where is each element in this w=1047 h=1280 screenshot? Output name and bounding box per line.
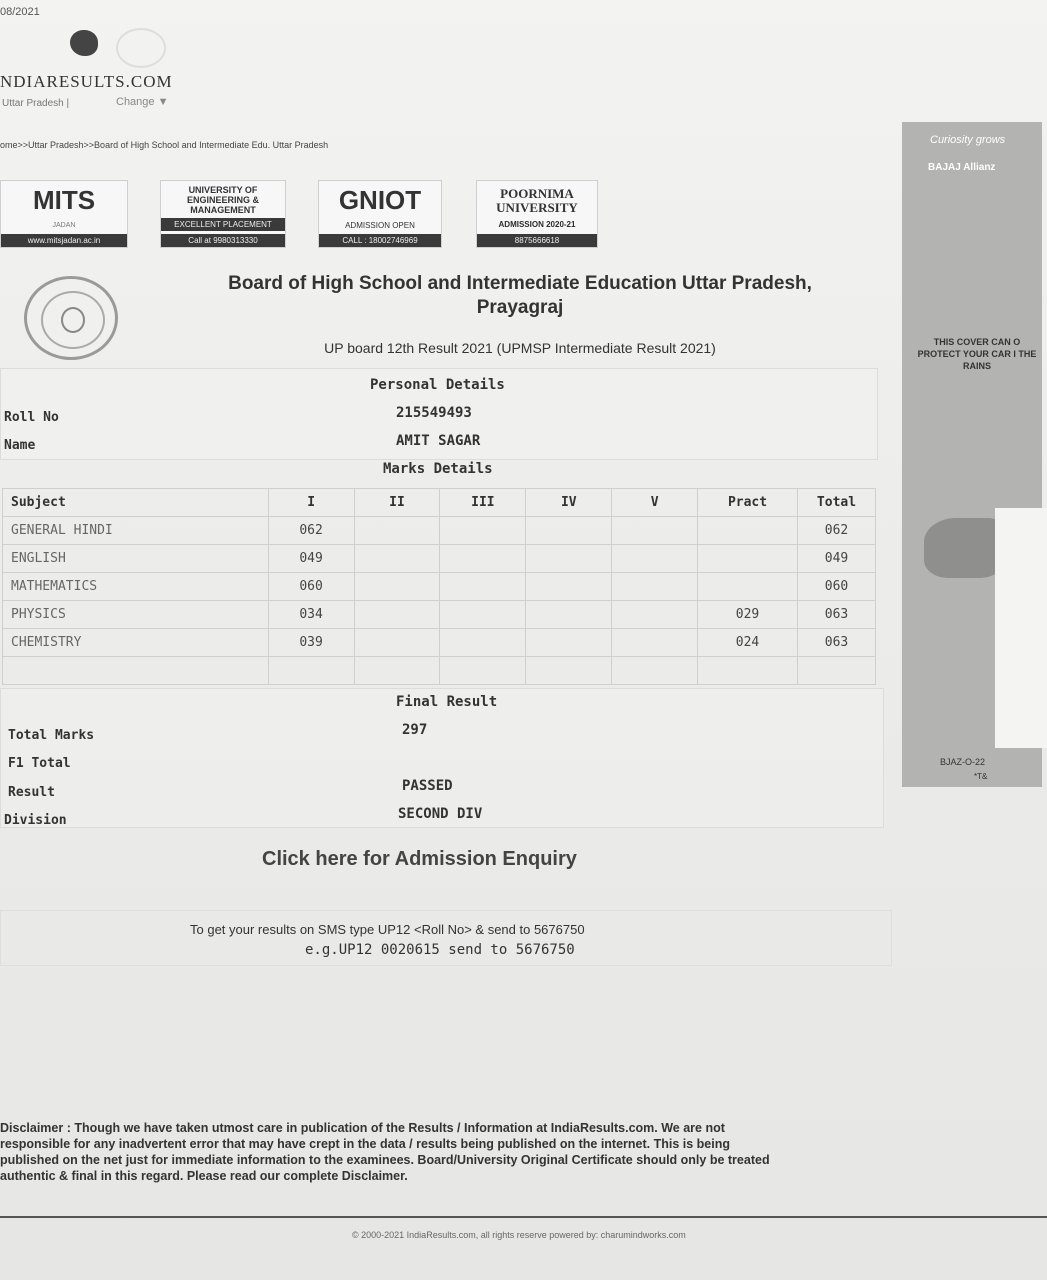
total-cell: 062 <box>797 517 875 545</box>
col-subject: Subject <box>3 489 269 517</box>
empty-cell <box>698 657 798 685</box>
side-ad-code: BJAZ-O-22 <box>940 757 986 767</box>
empty-cell <box>612 573 698 601</box>
total-marks-value: 297 <box>402 722 428 738</box>
pract-cell <box>698 517 798 545</box>
table-row <box>3 573 876 601</box>
pract-cell <box>698 573 798 601</box>
pract-cell: 029 <box>698 601 798 629</box>
subject-cell: CHEMISTRY <box>3 629 269 657</box>
marks-i-cell: 049 <box>268 545 354 573</box>
ad-title: GNIOT <box>338 185 422 215</box>
ad-bar: 8875666618 <box>477 234 597 247</box>
total-cell: 063 <box>797 601 875 629</box>
subject-cell: MATHEMATICS <box>3 573 269 601</box>
empty-cell <box>354 573 440 601</box>
result-value: PASSED <box>402 778 453 794</box>
empty-cell <box>526 601 612 629</box>
col-total: Total <box>797 489 875 517</box>
ad-banner-poornima[interactable] <box>476 180 598 248</box>
marks-i-cell: 060 <box>268 573 354 601</box>
date-fragment: 08/2021 <box>0 6 40 18</box>
empty-cell <box>612 629 698 657</box>
logo-mark-icon <box>70 30 98 56</box>
division-label: Division <box>4 813 67 828</box>
ad-bar: CALL : 18002746969 <box>319 234 441 247</box>
subject-cell: PHYSICS <box>3 601 269 629</box>
table-row <box>3 517 876 545</box>
board-title-line2: Prayagraj <box>476 297 564 318</box>
pract-cell <box>698 545 798 573</box>
total-marks-label: Total Marks <box>8 728 95 743</box>
empty-cell <box>526 545 612 573</box>
empty-cell <box>612 601 698 629</box>
region-label: Uttar Pradesh | <box>2 98 70 109</box>
col-iv: IV <box>526 489 612 517</box>
side-blank-area <box>995 508 1047 748</box>
f1-total-label: F1 Total <box>8 756 71 771</box>
table-row <box>3 601 876 629</box>
ad-bar: www.mitsjadan.ac.in <box>1 234 127 247</box>
side-ad-text: THIS COVER CAN O PROTECT YOUR CAR I THE RAINS <box>917 337 1037 371</box>
ad-banner-mits[interactable] <box>0 180 128 248</box>
empty-cell <box>440 657 526 685</box>
marks-table <box>2 488 876 685</box>
board-title-line1: Board of High School and Intermediate Education Uttar Pradesh, <box>228 273 812 294</box>
final-result-heading: Final Result <box>396 694 498 710</box>
empty-cell <box>440 629 526 657</box>
name-label: Name <box>4 438 36 453</box>
pract-cell: 024 <box>698 629 798 657</box>
name-value: AMIT SAGAR <box>396 433 481 449</box>
footer-copyright: © 2000-2021 IndiaResults.com, all rights reserve powered by: charumindworks.com <box>352 1230 686 1240</box>
col-iii: III <box>440 489 526 517</box>
disclaimer-text: Disclaimer : Though we have taken utmost care in publication of the Results / Information at IndiaResults.com. We are not responsible for any inadvertent error that may have crept in the data / results being published on the internet. This is being published on the net just for immediate information to the examinees. Board/University Original Certificate should only be treated authentic & final in this regard. Please read our complete Disclaimer. <box>0 1121 770 1183</box>
roll-no-value: 215549493 <box>396 405 472 421</box>
sms-example: e.g.UP12 0020615 send to 5676750 <box>305 942 575 958</box>
board-seal-icon <box>24 276 118 360</box>
total-cell: 049 <box>797 545 875 573</box>
empty-cell <box>440 573 526 601</box>
table-row-empty <box>3 657 876 685</box>
logo-ring-icon <box>116 28 166 68</box>
ad-strip <box>0 180 620 250</box>
empty-cell <box>440 517 526 545</box>
sms-instruction: To get your results on SMS type UP12 <Roll No> & send to 5676750 <box>190 922 585 937</box>
marks-details-heading: Marks Details <box>383 461 493 477</box>
empty-cell <box>612 545 698 573</box>
side-ad-brand: BAJAJ Allianz <box>928 162 996 173</box>
side-ad-tagline: Curiosity grows <box>930 134 1006 146</box>
car-cover-icon <box>924 518 1004 578</box>
admission-enquiry-link[interactable]: Click here for Admission Enquiry <box>262 848 577 870</box>
table-row <box>3 545 876 573</box>
ad-sub: JADAN <box>52 221 76 229</box>
subject-cell: ENGLISH <box>3 545 269 573</box>
total-cell: 063 <box>797 629 875 657</box>
ad-sub: ADMISSION OPEN <box>345 220 415 230</box>
empty-cell <box>3 657 269 685</box>
ad-title: UNIVERSITY OF ENGINEERING & MANAGEMENT <box>186 185 259 215</box>
breadcrumb[interactable]: ome>>Uttar Pradesh>>Board of High School and Intermediate Edu. Uttar Pradesh <box>0 140 329 150</box>
empty-cell <box>526 517 612 545</box>
empty-cell <box>526 629 612 657</box>
change-region-link[interactable]: Change ▼ <box>116 96 169 108</box>
ad-title: POORNIMA UNIVERSITY <box>496 186 578 215</box>
col-v: V <box>612 489 698 517</box>
roll-no-label: Roll No <box>4 410 59 425</box>
col-pract: Pract <box>698 489 798 517</box>
ad-title: MITS <box>32 185 96 215</box>
ad-bar: Call at 9980313330 <box>161 234 285 247</box>
empty-cell <box>440 545 526 573</box>
empty-cell <box>797 657 875 685</box>
table-row <box>3 629 876 657</box>
empty-cell <box>612 517 698 545</box>
empty-cell <box>612 657 698 685</box>
subject-cell: GENERAL HINDI <box>3 517 269 545</box>
side-ad-tc: *T& <box>974 772 988 781</box>
empty-cell <box>354 545 440 573</box>
footer-divider <box>0 1216 1047 1218</box>
empty-cell <box>354 601 440 629</box>
total-cell: 060 <box>797 573 875 601</box>
empty-cell <box>526 657 612 685</box>
site-logo-area[interactable] <box>0 28 200 118</box>
marks-header-row <box>3 489 876 517</box>
site-logo[interactable]: NDIARESULTS.COM <box>0 72 173 91</box>
empty-cell <box>526 573 612 601</box>
ad-banner-gniot[interactable] <box>318 180 442 248</box>
empty-cell <box>354 629 440 657</box>
marks-i-cell: 039 <box>268 629 354 657</box>
marks-i-cell: 062 <box>268 517 354 545</box>
ad-sub: EXCELLENT PLACEMENT <box>161 218 285 231</box>
empty-cell <box>354 657 440 685</box>
marks-i-cell: 034 <box>268 601 354 629</box>
personal-details-heading: Personal Details <box>370 377 505 393</box>
ad-banner-uem[interactable] <box>160 180 286 248</box>
empty-cell <box>354 517 440 545</box>
division-value: SECOND DIV <box>398 806 483 822</box>
col-i: I <box>268 489 354 517</box>
result-label: Result <box>8 785 55 800</box>
empty-cell <box>268 657 354 685</box>
empty-cell <box>440 601 526 629</box>
ad-sub: ADMISSION 2020-21 <box>498 220 576 229</box>
board-title <box>160 272 880 320</box>
col-ii: II <box>354 489 440 517</box>
result-subtitle: UP board 12th Result 2021 (UPMSP Intermediate Result 2021) <box>324 340 716 356</box>
